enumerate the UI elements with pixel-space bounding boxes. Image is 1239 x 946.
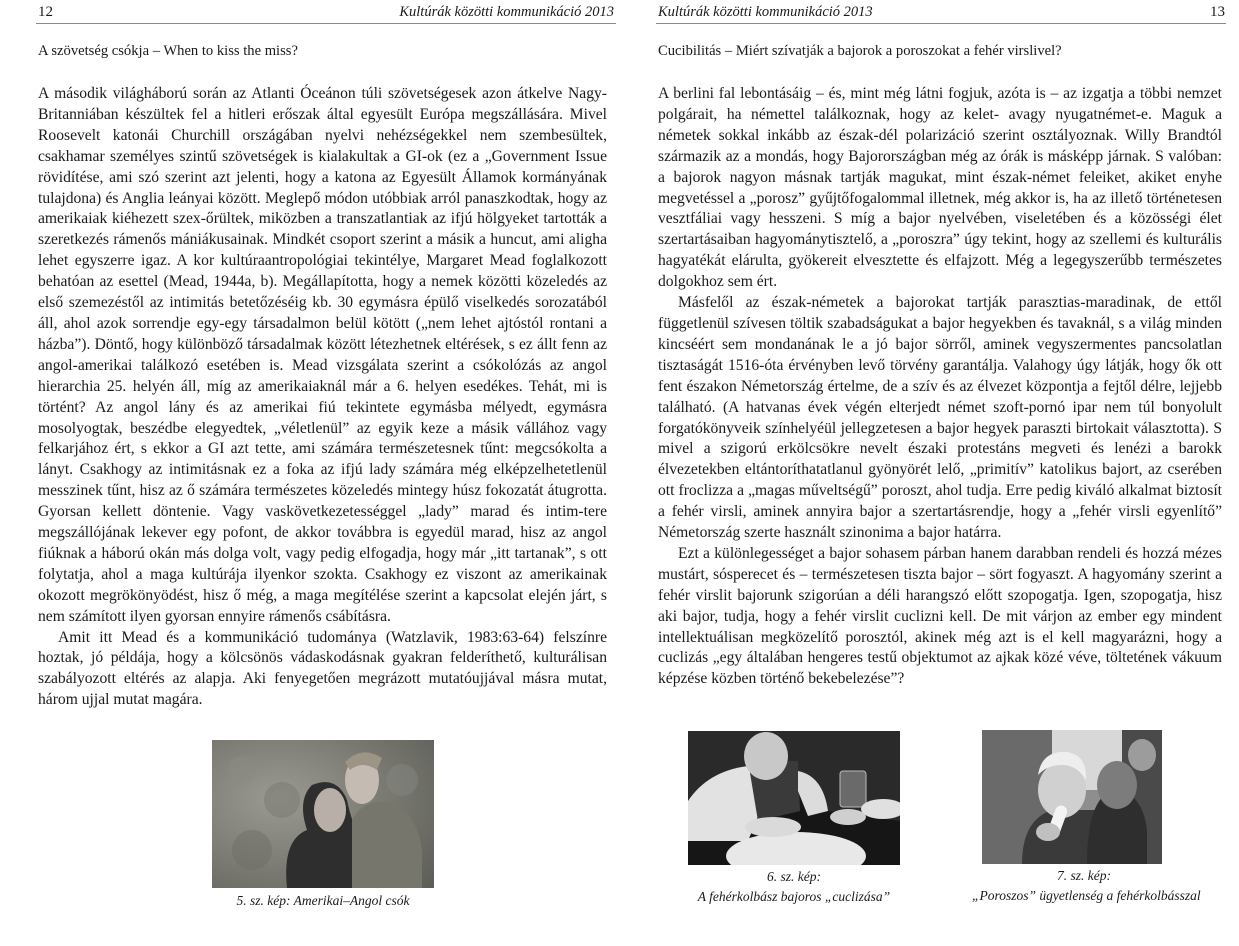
paragraph: Ezt a különlegességet a bajor sohasem párban hanem darabban rendeli és hozzá mézes mustárt, sósperecet és – természetesen tiszta bajor – sört fogyaszt. A hagyomány szerint a fehér virslit bajorunk szigorúan a déli harangszó előtt szopogatja. Igen, szopogatja, hisz aki bajor, tudja, hogy a fehér virslit cuclizni kell. De mit várjon az ember egy mindent intellektuálisan megközelítő porosztól, akinek még azt is el kell magyarázni, hogy a cuclizás „egy általában hengeres testű objektumot az ajkak közé véve, töltetének vákuum képzése közben történő bekebelezése”?	[658, 544, 1222, 688]
right-page	[620, 0, 1239, 946]
running-title: Kultúrák közötti kommunikáció 2013	[399, 4, 614, 20]
figure-caption-number: 6. sz. kép:	[767, 869, 821, 884]
woman-eating-photo	[982, 730, 1162, 864]
kiss-photo	[212, 740, 434, 888]
page-number: 13	[1210, 4, 1225, 20]
photo-image	[212, 740, 434, 888]
photo-image	[688, 731, 900, 865]
figure-caption-text: A fehérkolbász bajoros „cuclizása”	[697, 889, 891, 904]
figure-6	[688, 731, 900, 931]
figure-5	[212, 740, 434, 930]
running-title: Kultúrák közötti kommunikáció 2013	[658, 4, 873, 20]
header-rule	[36, 23, 616, 24]
header-rule	[656, 23, 1226, 24]
photo-image	[982, 730, 1162, 864]
body-text	[658, 84, 1222, 690]
paragraph: Amit itt Mead és a kommunikáció tudománya (Watzlavik, 1983:63-64) felszínre hoztak, jó példája, hogy a kölcsönös vádaskodásnak gyakran felderíthető, kulturálisan szabályozott eltérés az alapja. Aki fenyegetően megrázott mutatóujjával másra mutat, három ujjal mutat magára.	[38, 628, 607, 709]
paragraph: Másfelől az észak-németek a bajorokat tartják parasztias-maradinak, de ettől függetlenül szívesen töltik szabadságukat a bajor hegyekben és tavaknál, s a világ minden kincséért sem mondanának le a jó bajor sörről, aminek vegyszermentes pancsolatlan tisztaságát 1516-óta érvényben levő törvény garantálja. Valahogy úgy látják, hogy ők ott fent északon Németország értelme, de a szív és az élvezet központja a fejtől délre, lejjebb található. (A hatvanas évek végén elterjedt német szoft-pornó ipar nem túl bonyolult forgatókönyveik színhelyéül jellegzetesen a bajor hegyek paraszti birtokait választotta). S mivel a szigorú erkölcsökre nevelt északi protestáns megveti és lenézi a barokk élvezetekben eltántoríthatatlanul gyönyörét lelő, „primitív” katolikus bajort, az cserében ott froclizza a „magas műveltségű” poroszt, ahol tudja. Erre pedig kiváló alkalmat biztosít a fehér virsli, aminek annyira bajor a szertartásrendje, hogy a „fehér virsli egyenlítő” Németország szerte használt szinonima a bajor határra.	[658, 294, 1222, 542]
section-heading: Cucibilitás – Miért szívatják a bajorok a poroszokat a fehér virslivel?	[658, 43, 1062, 59]
paragraph: A második világháború során az Atlanti Óceánon túli szövetségesek azon átkelve Nagy-Britanniában készültek fel a hitleri erőszak által egyesült Európa megszállására. Mivel Roosevelt katonái Churchill országában nyelvi nehézségekkel nem szembesültek, csakhamar személyes szintű szövetségek is kialakultak a GI-ok (ez a „Government Issue rövidítése, ami szó szerint azt jelenti, hogy a katona az Egyesült Államok kormányának tulajdona) és Anglia leányai között. Meglepő módon utóbbiak arról panaszkodtak, hogy az amerikaiak kiéhezett szex-őrültek, miközben a transzatlantiak az ifjú hölgyeket tartották a szeretkezés rámenős mániákusainak. Mindkét csoport szerint a másik a huncut, ami aligha lehet egyszerre igaz. A kor kultúraantropológiai tekintélye, Margaret Mead foglalkozott behatóan az esettel (Mead, 1944a, b). Megállapította, hogy a nemek közötti közeledés az első szemezéstől az intimitás betetőzéséig kb. 30 egymásra épülő viselkedés sorozatából áll, ahol azok sorrendje egy-egy társadalmon belül kötött („nem lehet ajtóstól rontani a házba”). Döntő, hogy különböző társadalmak között létezhetnek eltérések, s ez állt fenn az angol-amerikai találkozó esetében is. Mead vizsgálata szerint a csókolózás az angol hierarchia 25. helyén áll, míg az amerikaiaknál már a 6. helyen esedékes. Tehát, mi is történt? Az angol lány és az amerikai fiú tekintete egymásba mélyedt, egymásra mosolyogtak, beszédbe elegyedtek, „véletlenül” az egyik keze a másik vállához vagy felkarjához ért, s ekkor a GI azt tette, ami számára természetesnek tűnt: megcsókolta a lányt. Csakhogy az intimitásnak ez a foka az ifjú lady számára még elképzelhetetlenül messzinek tűnt, hisz az ő számára természetes közeledés mintegy húsz fokozatát átugrotta. Gyorsan kellett döntenie. Vagy vaskövetkezetességgel „lady” marad és intim-tere megszállójának lekever egy pofont, de akkor továbbra is egyedül marad, hisz az angol fiúknak a háború okán más dolga volt, vagy pedig elfogadja, hogy már „itt tartanak”, s ott folytatja, ahol a maga kultúrája ilyenkor szokta. Csakhogy ez viszont az amerikainak okozott megrökönyödést, hisz ő még, a maga megítélése szerint a kapcsolat elején járt, s nem számított ilyen gyorsan ennyire rámenős csábításra.	[38, 85, 607, 625]
figure-7	[972, 730, 1201, 930]
body-text	[38, 84, 607, 711]
man-eating-photo	[688, 731, 900, 865]
figure-caption-number: 7. sz. kép:	[1057, 868, 1111, 883]
figure-caption: 5. sz. kép: Amerikai–Angol csók	[236, 893, 410, 908]
figure-caption-text: „Poroszos” ügyetlenség a fehérkolbásszal	[972, 888, 1201, 903]
section-heading: A szövetség csókja – When to kiss the miss?	[38, 43, 298, 59]
paragraph: A berlini fal lebontásáig – és, mint még látni fogjuk, azóta is – az izgatja a többi nemzet polgárait, ha némettel találkoznak, hogy az kelet- avagy nyugatnémet-e. Maguk a németek sokkal inkább az észak-dél polarizáció szerint osztályoznak. Willy Brandtól származik az a mondás, hogy Bajorországban még az órák is másképp járnak. S valóban: a bajorok nagyon másnak tartják magukat, mint észak-német feleiket, akiket enyhe megvetéssel a „porosz” gyűjtőfogalommal illetnek, még akkor is, ha az illető történetesen vesztfáliai vagy hesszeni. S míg a bajor nyelvében, viseletében és a közösségi élet szertartásaiban hagyománytisztelő, a „poroszra” úgy tekint, hogy az szellemi és kulturális hagyatékát elárulta, gyökereit elvesztette és elfajzott. Még a legegyszerűbb természetes dolgokhoz sem ért.	[658, 85, 1222, 291]
page-number: 12	[38, 4, 53, 20]
